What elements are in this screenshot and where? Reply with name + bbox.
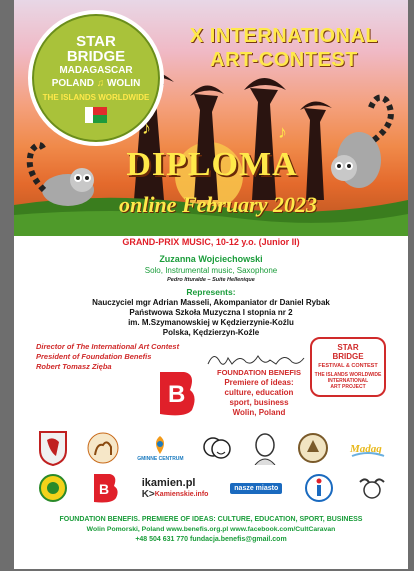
svg-text:B: B [98, 481, 109, 497]
hero-banner [14, 0, 408, 236]
participant-name: Zuzanna Wojciechowski [159, 254, 263, 264]
footer-line3: +48 504 631 770 fundacja.benefis@gmail.com [135, 536, 287, 543]
madagascar-flag-icon [85, 107, 107, 123]
horned-emblem-logo [356, 474, 388, 502]
represents-line: im. M.Szymanowskiej w Kędzierzynie-Koźlu [128, 318, 294, 327]
badge-line3: MADAGASCAR [59, 64, 133, 76]
stamp-line4: THE ISLANDS WORLDWIDE [314, 372, 382, 378]
foundation-title: FOUNDATION BENEFIS [216, 368, 302, 377]
diploma-page [14, 0, 408, 569]
foundation-line4: Wolin, Poland [232, 408, 286, 417]
contest-title [164, 24, 404, 72]
gminne-centrum-logo [137, 434, 183, 462]
foundation-line2: culture, education [224, 388, 294, 397]
svg-text:Madag: Madag [349, 443, 382, 455]
stamp-line5: INTERNATIONAL [327, 378, 369, 384]
foundation-info [204, 368, 314, 418]
footer-line2: Wolin Pomorski, Poland www.benefis.org.pl www.facebook.com/CultCaravan [86, 526, 336, 533]
lemur-right-illustration [331, 98, 391, 188]
badge-wolin: WOLIN [106, 77, 141, 89]
director-line2: President of Foundation Benefis [36, 352, 152, 361]
badge-line1: STAR [76, 32, 116, 50]
partner-logos-row2 [38, 470, 388, 506]
nasze-miasto-logo [230, 483, 282, 494]
kamienskie-label: Kamienskie.info [154, 490, 209, 498]
music-note-icon: ♪ [278, 122, 287, 142]
portrait-bust-logo [251, 431, 279, 465]
kamienskie-icon: K> [141, 488, 155, 500]
info-i-logo [304, 473, 334, 503]
director-line3: Robert Tomasz Zięba [36, 362, 112, 371]
represents-line: Nauczyciel mgr Adrian Masseli, Akompaniator dr Daniel Rybak [92, 298, 330, 307]
nasze-miasto-label: nasze miasto [230, 483, 282, 494]
footer-line1: FOUNDATION BENEFIS. PREMIERE OF IDEAS: CULTURE, EDUCATION, SPORT, BUSINESS [59, 516, 363, 523]
partner-logos-row1 [38, 428, 388, 468]
gminne-centrum-label: GMINNE CENTRUM [137, 456, 184, 462]
star-bridge-stamp [310, 337, 386, 397]
stamp-line1: STAR [337, 343, 359, 352]
stamp-line2: BRIDGE [332, 352, 364, 361]
online-date: online February 2023 [118, 192, 318, 217]
contest-title-line1: X INTERNATIONAL [189, 25, 379, 47]
foundation-benefis-logo [154, 368, 198, 418]
badge-poland: POLAND [51, 77, 94, 89]
represents-label: Represents: [186, 287, 236, 297]
foundation-line1: Premiere of ideas: [224, 378, 294, 387]
madagascar-festival-logo [348, 436, 388, 460]
music-note-icon: ♫ [96, 77, 107, 89]
music-note-icon: ♪ [142, 118, 151, 138]
contest-title-line2: ART-CONTEST [210, 49, 358, 71]
camel-caravan-logo [87, 431, 119, 465]
ikamien-label: ikamien.pl [141, 476, 196, 489]
vintage-seal-logo [297, 432, 329, 464]
badge-line4 [52, 77, 141, 90]
director-line1: Director of The International Art Contest [36, 342, 180, 351]
category: Solo, Instrumental music, Saxophone [144, 266, 278, 275]
badge-line5: THE ISLANDS WORLDWIDE [42, 92, 150, 102]
diploma-heading: DIPLOMA [126, 146, 298, 183]
theatre-masks-logo [202, 434, 232, 462]
griffin-crest-logo [38, 430, 68, 466]
badge-line2: BRIDGE [66, 47, 126, 65]
represents-line: Państwowa Szkoła Muzyczna I stopnia nr 2 [129, 308, 293, 317]
stamp-line3: FESTIVAL & CONTEST [318, 363, 378, 369]
piece-title: Pedro Itturalde – Suite Hellenique [167, 277, 255, 283]
benefis-small-logo [90, 472, 120, 504]
yellow-emblem-logo [38, 473, 68, 503]
stamp-line6: ART PROJECT [330, 384, 366, 390]
foundation-line3: sport, business [229, 398, 289, 407]
grand-prix-title: GRAND-PRIX MUSIC, 10-12 y.o. (Junior II) [122, 237, 300, 247]
represents-line: Polska, Kędzierzyn-Koźle [162, 328, 260, 337]
kamien-portal-logos [142, 477, 209, 500]
svg-text:B: B [168, 381, 186, 408]
